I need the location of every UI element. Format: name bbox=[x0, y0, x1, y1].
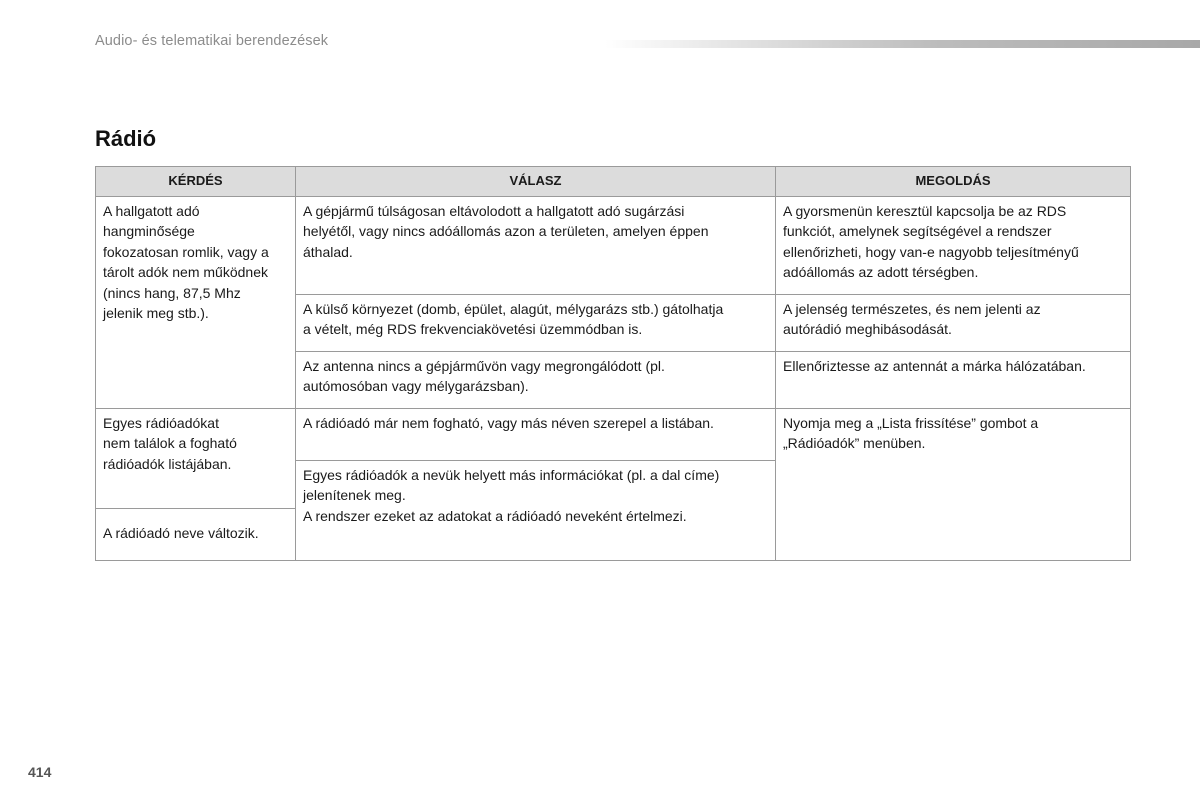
question-cell: Egyes rádióadókat nem találok a fogható rádióadók listájában. bbox=[96, 408, 296, 508]
table-row bbox=[96, 196, 1131, 294]
table-header-row bbox=[96, 167, 1131, 197]
answer-cell: A rádióadó már nem fogható, vagy más néven szerepel a listában. bbox=[296, 408, 776, 460]
column-header-solution: MEGOLDÁS bbox=[776, 167, 1131, 197]
question-cell: A rádióadó neve változik. bbox=[96, 508, 296, 560]
troubleshooting-table bbox=[95, 166, 1131, 561]
table-row bbox=[96, 408, 1131, 460]
answer-cell: Az antenna nincs a gépjárművön vagy megrongálódott (pl. autómosóban vagy mélygarázsban). bbox=[296, 351, 776, 408]
answer-cell: A gépjármű túlságosan eltávolodott a hallgatott adó sugárzási helyétől, vagy nincs adóállomás azon a területen, amelyen éppen áthalad. bbox=[296, 196, 776, 294]
solution-cell: Ellenőriztesse az antennát a márka hálózatában. bbox=[776, 351, 1131, 408]
answer-cell: Egyes rádióadók a nevük helyett más információkat (pl. a dal címe) jelenítenek meg. A rendszer ezeket az adatokat a rádióadó neveként értelmezi. bbox=[296, 460, 776, 560]
solution-cell: Nyomja meg a „Lista frissítése” gombot a „Rádióadók” menüben. bbox=[776, 408, 1131, 560]
solution-cell: A jelenség természetes, és nem jelenti az autórádió meghibásodását. bbox=[776, 294, 1131, 351]
page-title: Rádió bbox=[95, 126, 157, 151]
solution-cell: A gyorsmenün keresztül kapcsolja be az RDS funkciót, amelynek segítségével a rendszer ellenőrizheti, hogy van-e nagyobb teljesítményű adóállomás az adott térségben. bbox=[776, 196, 1131, 294]
question-cell: A hallgatott adó hangminősége fokozatosan romlik, vagy a tárolt adók nem működnek (nincs hang, 87,5 Mhz jelenik meg stb.). bbox=[96, 196, 296, 408]
column-header-question: KÉRDÉS bbox=[96, 167, 296, 197]
column-header-answer: VÁLASZ bbox=[296, 167, 776, 197]
answer-cell: A külső környezet (domb, épület, alagút, mélygarázs stb.) gátolhatja a vételt, még RDS frekvenciakövetési üzemmódban is. bbox=[296, 294, 776, 351]
page-number: 414 bbox=[28, 764, 52, 780]
section-header: Audio- és telematikai berendezések bbox=[95, 33, 329, 49]
header-decorative-bar bbox=[605, 40, 1200, 48]
